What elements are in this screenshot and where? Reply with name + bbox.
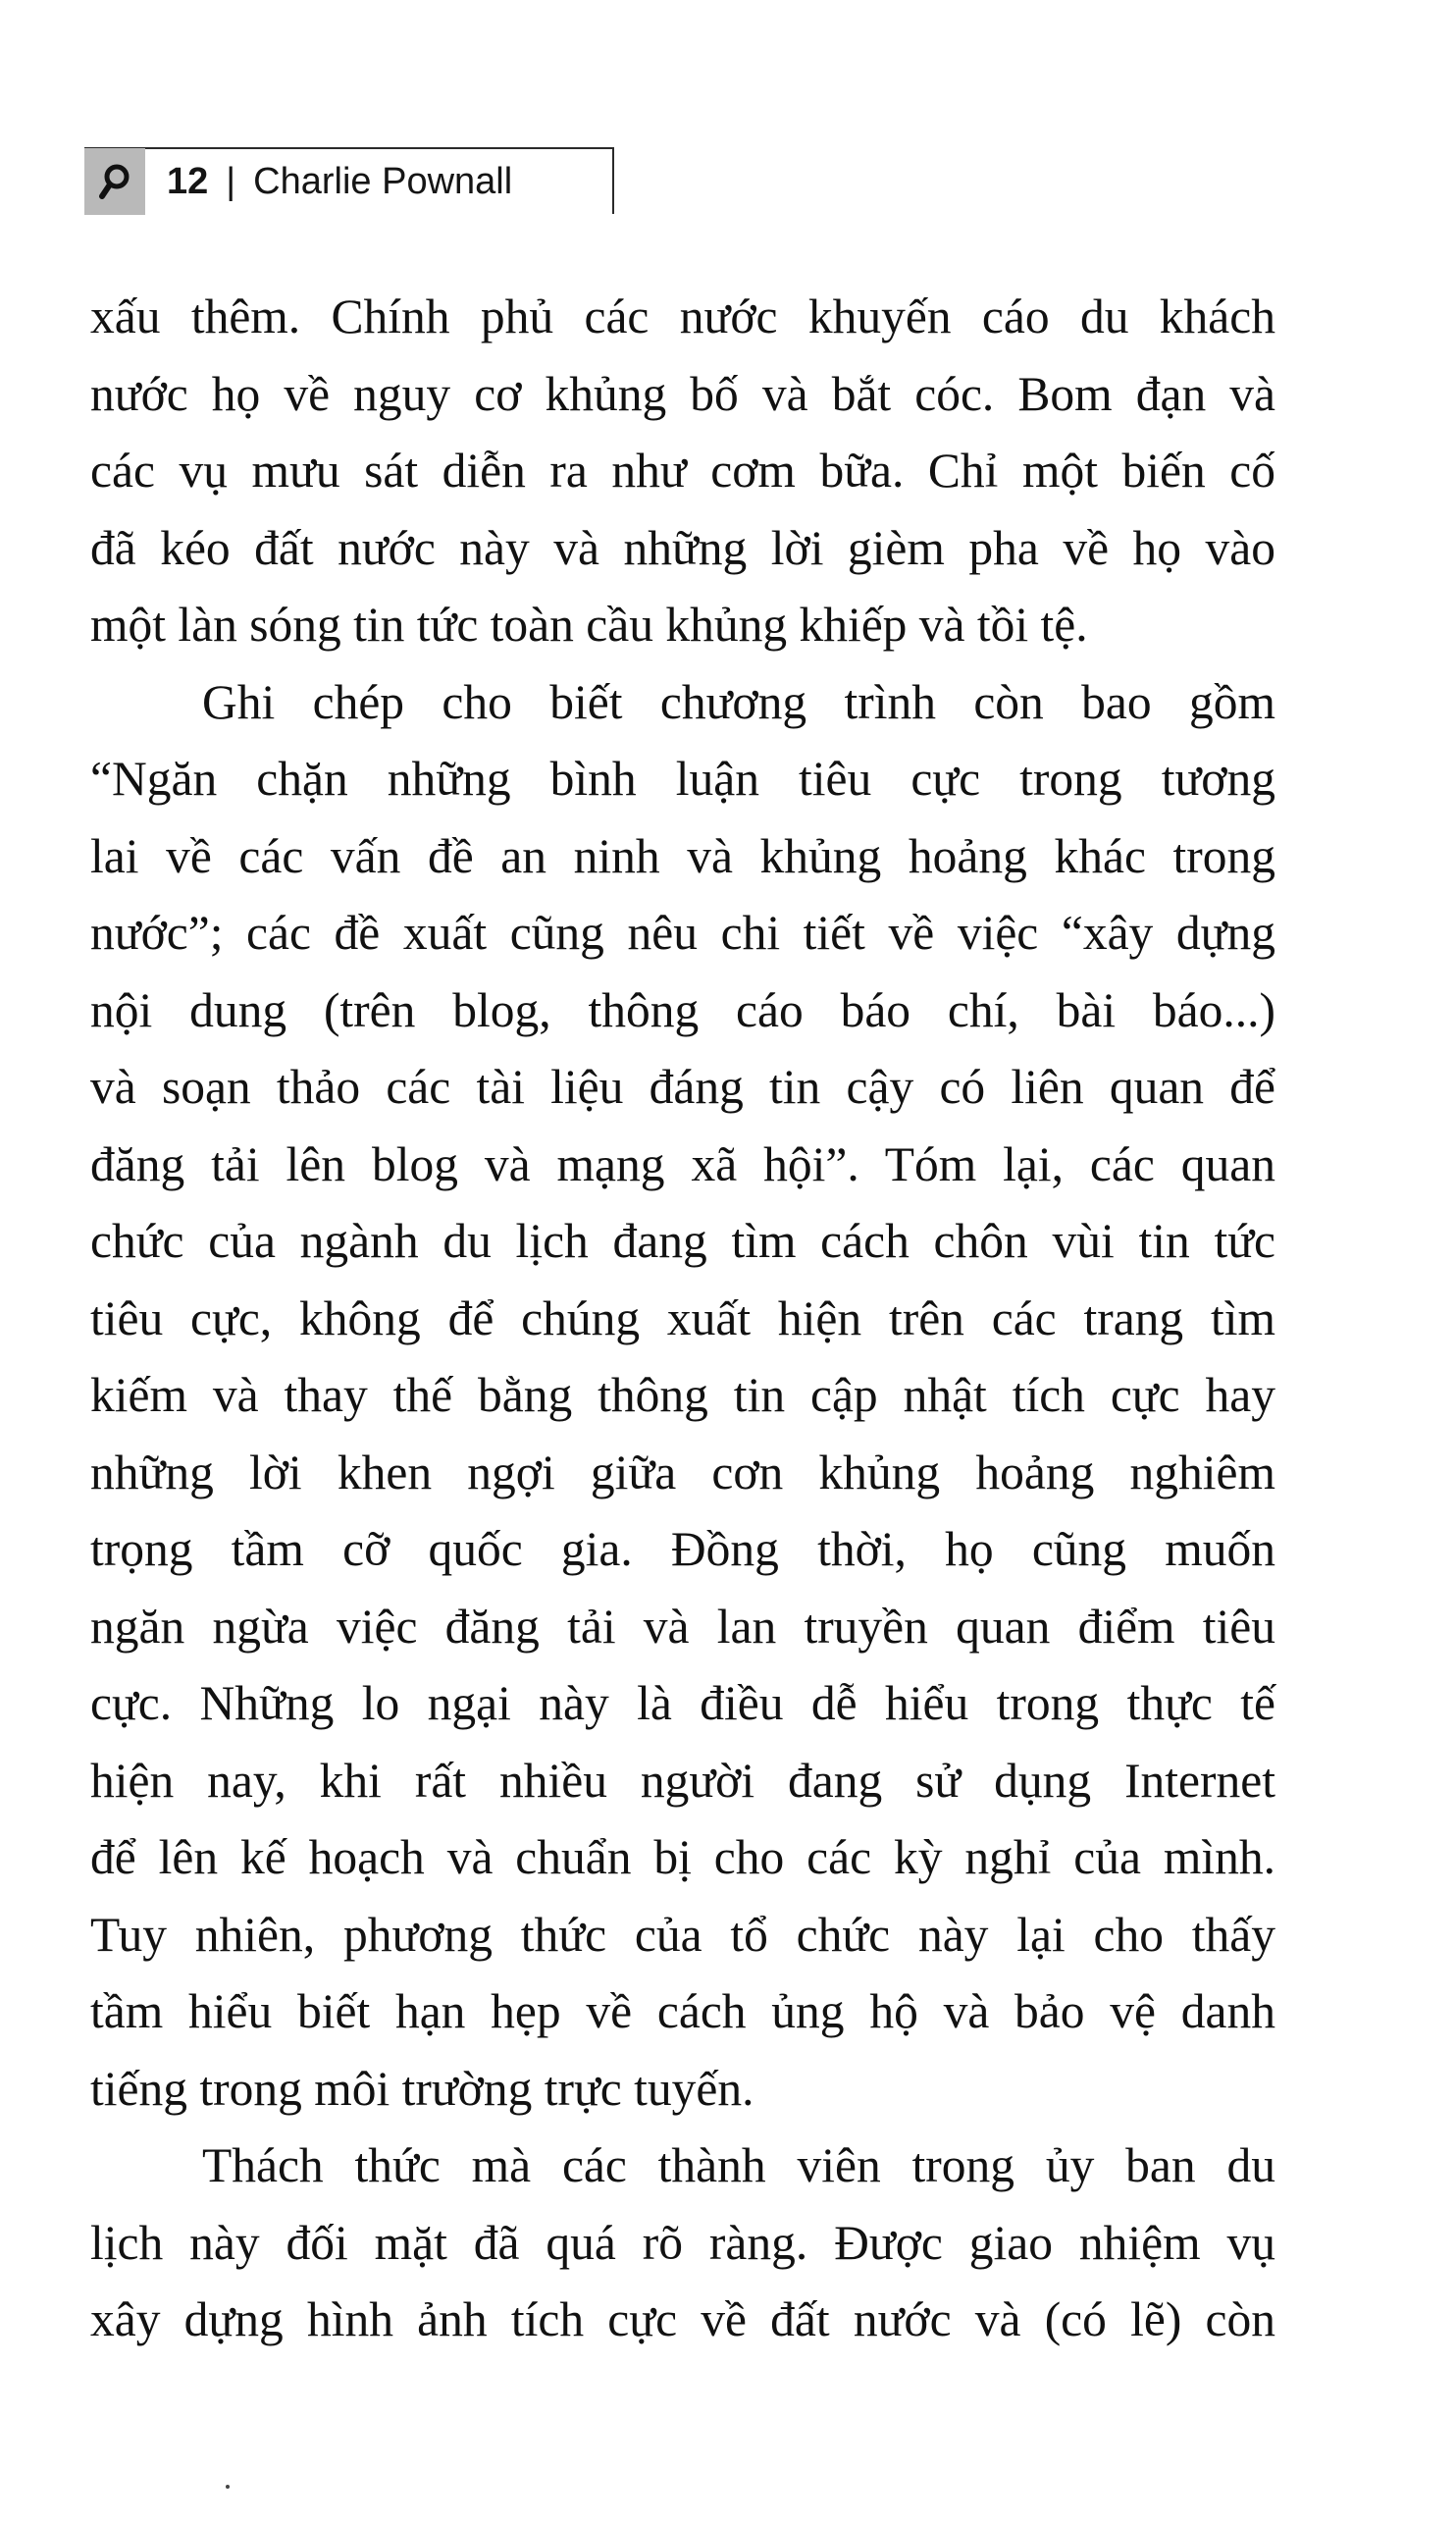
text-line: các vụ mưu sát diễn ra như cơm bữa. Chỉ một biến cố — [90, 444, 1275, 498]
text-line: hiện nay, khi rất nhiều người đang sử dụng Internet — [90, 1753, 1275, 1808]
text-line: ngăn ngừa việc đăng tải và lan truyền quan điểm tiêu — [90, 1599, 1275, 1654]
text-line: chức của ngành du lịch đang tìm cách chôn vùi tin tức — [90, 1214, 1275, 1268]
text-line: tiêu cực, không để chúng xuất hiện trên các trang tìm — [90, 1290, 1275, 1345]
text-line: một làn sóng tin tức toàn cầu khủng khiếp và tồi tệ. — [90, 598, 1088, 652]
text-line: tầm hiểu biết hạn hẹp về cách ủng hộ và bảo vệ danh — [90, 1984, 1275, 2038]
search-icon — [97, 162, 132, 201]
text-line: Tuy nhiên, phương thức của tổ chức này lại cho thấy — [90, 1907, 1275, 1962]
header-text — [167, 161, 512, 203]
text-line: Thách thức mà các thành viên trong ủy ban du — [202, 2138, 1275, 2192]
text-line: xấu thêm. Chính phủ các nước khuyến cáo du khách — [90, 289, 1275, 343]
body-text — [90, 279, 1275, 2359]
text-line: để lên kế hoạch và chuẩn bị cho các kỳ nghỉ của mình. — [90, 1830, 1275, 1884]
header-separator: | — [226, 160, 236, 202]
text-line: “Ngăn chặn những bình luận tiêu cực trong tương — [90, 752, 1275, 806]
text-line: nước họ về nguy cơ khủng bố và bắt cóc. Bom đạn và — [90, 366, 1275, 421]
text-line: lai về các vấn đề an ninh và khủng hoảng khác trong — [90, 828, 1275, 883]
text-line: tiếng trong môi trường trực tuyến. — [90, 2061, 754, 2116]
paragraph — [90, 2128, 1275, 2359]
text-line: kiếm và thay thế bằng thông tin cập nhật tích cực hay — [90, 1368, 1275, 1422]
page-number: 12 — [167, 160, 209, 202]
text-line: nước”; các đề xuất cũng nêu chi tiết về việc “xây dựng — [90, 906, 1275, 960]
paragraph — [90, 664, 1275, 2129]
scan-speck — [226, 2485, 230, 2489]
paragraph — [90, 279, 1275, 664]
text-line: xây dựng hình ảnh tích cực về đất nước và (có lẽ) còn — [90, 2292, 1275, 2346]
running-header — [84, 147, 614, 214]
text-line: Ghi chép cho biết chương trình còn bao gồm — [202, 674, 1275, 729]
text-line: nội dung (trên blog, thông cáo báo chí, bài báo...) — [90, 982, 1275, 1037]
text-line: đã kéo đất nước này và những lời gièm pha về họ vào — [90, 520, 1275, 575]
text-line: trọng tầm cỡ quốc gia. Đồng thời, họ cũng muốn — [90, 1522, 1275, 1576]
text-line: và soạn thảo các tài liệu đáng tin cậy có liên quan để — [90, 1060, 1275, 1114]
text-line: cực. Những lo ngại này là điều dễ hiểu trong thực tế — [90, 1676, 1275, 1730]
text-line: lịch này đối mặt đã quá rõ ràng. Được giao nhiệm vụ — [90, 2215, 1275, 2270]
text-line: những lời khen ngợi giữa cơn khủng hoảng nghiêm — [90, 1445, 1275, 1499]
author-name: Charlie Pownall — [253, 160, 513, 202]
header-icon-box — [84, 148, 145, 215]
text-line: đăng tải lên blog và mạng xã hội”. Tóm lại, các quan — [90, 1136, 1275, 1191]
